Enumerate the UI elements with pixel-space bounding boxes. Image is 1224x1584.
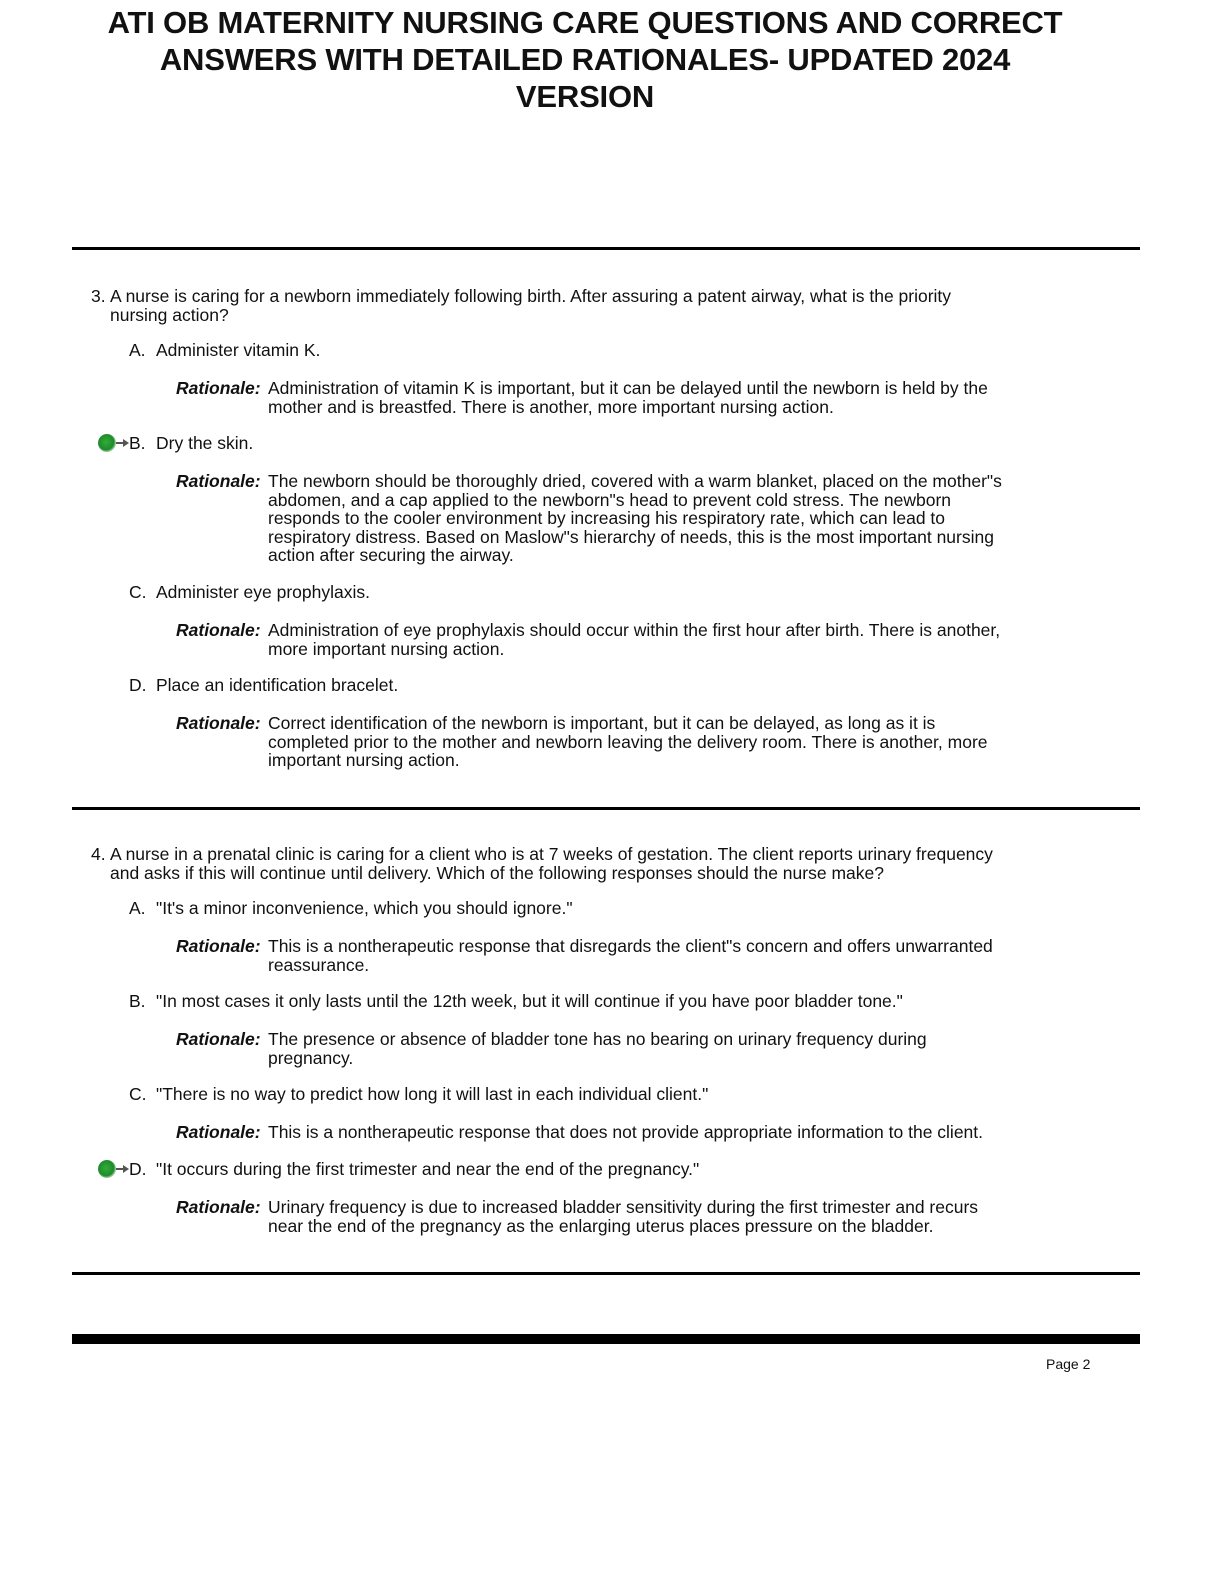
rationale-line: respiratory distress. Based on Maslow"s hierarchy of needs, this is the most important nursing [268, 526, 994, 547]
title-line: VERSION [515, 79, 655, 114]
option-text: "It's a minor inconvenience, which you should ignore." [156, 898, 573, 918]
rationale-label: Rationale: [176, 471, 261, 491]
rationale-line: abdomen, and a cap applied to the newborn"s head to prevent cold stress. The newborn [268, 489, 952, 510]
rationale [176, 471, 1056, 565]
rationale-line: completed prior to the mother and newborn leaving the delivery room. There is another, more [268, 731, 988, 752]
rationale-line: responds to the cooler environment by increasing his respiratory rate, which can lead to [268, 508, 946, 528]
option-letter: D. [129, 1159, 147, 1179]
option-text: "It occurs during the first trimester and near the end of the pregnancy." [156, 1159, 700, 1179]
question-stem [91, 845, 1051, 882]
rationale [176, 1123, 1056, 1142]
document-title [60, 4, 1110, 115]
answer-option-b[interactable] [129, 434, 1029, 453]
option-letter: D. [129, 675, 147, 695]
rationale-label: Rationale: [176, 713, 261, 733]
rationale-label: Rationale: [176, 620, 261, 640]
rationale-line: pregnancy. [268, 1047, 354, 1068]
rationale-label: Rationale: [176, 1197, 261, 1217]
rationale [176, 620, 1056, 659]
section-divider [72, 807, 1140, 810]
section-divider [72, 1272, 1140, 1275]
question-number: 4. [91, 844, 106, 864]
option-letter: A. [129, 898, 146, 918]
option-letter: B. [129, 433, 146, 453]
rationale-line: Urinary frequency is due to increased bladder sensitivity during the first trimester and recurs [268, 1197, 979, 1217]
rationale-line: This is a nontherapeutic response that disregards the client"s concern and offers unwarranted [268, 936, 993, 956]
rationale-label: Rationale: [176, 1029, 261, 1049]
rationale-line: important nursing action. [268, 750, 460, 770]
answer-option-d[interactable] [129, 676, 1029, 695]
section-divider [72, 247, 1140, 250]
correct-answer-icon [96, 432, 130, 454]
option-text: Dry the skin. [156, 433, 254, 453]
answer-option-c[interactable] [129, 583, 1029, 602]
rationale [176, 378, 1056, 417]
rationale [176, 1029, 1056, 1068]
option-text: "In most cases it only lasts until the 12th week, but it will continue if you have poor bladder tone." [156, 991, 903, 1011]
option-letter: C. [129, 1084, 147, 1104]
stem-line: nursing action? [110, 304, 229, 325]
option-text: Administer vitamin K. [156, 340, 321, 360]
rationale-line: The presence or absence of bladder tone has no bearing on urinary frequency during [268, 1029, 927, 1049]
rationale-line: action after securing the airway. [268, 545, 514, 565]
title-line: ATI OB MATERNITY NURSING CARE QUESTIONS AND CORRECT [107, 5, 1063, 40]
rationale-label: Rationale: [176, 1122, 261, 1142]
answer-option-c[interactable] [129, 1085, 1029, 1104]
rationale-line: Administration of eye prophylaxis should occur within the first hour after birth. There is another, [268, 620, 1001, 640]
stem-line: A nurse in a prenatal clinic is caring for a client who is at 7 weeks of gestation. The client reports urinary frequency [110, 844, 993, 864]
page-number: Page 2 [1046, 1356, 1091, 1372]
rationale [176, 936, 1056, 975]
answer-option-b[interactable] [129, 992, 1029, 1011]
footer-rule [72, 1334, 1140, 1344]
answer-option-a[interactable] [129, 899, 1029, 918]
title-line: ANSWERS WITH DETAILED RATIONALES- UPDATED 2024 [159, 42, 1011, 77]
rationale-line: Correct identification of the newborn is important, but it can be delayed, as long as it is [268, 713, 936, 733]
option-letter: B. [129, 991, 146, 1011]
rationale-line: Administration of vitamin K is important, but it can be delayed until the newborn is held by the [268, 378, 988, 398]
option-text: "There is no way to predict how long it will last in each individual client." [156, 1084, 709, 1104]
answer-option-a[interactable] [129, 341, 1029, 360]
option-text: Place an identification bracelet. [156, 675, 399, 695]
option-letter: C. [129, 582, 147, 602]
rationale-line: reassurance. [268, 954, 370, 975]
rationale-line: more important nursing action. [268, 638, 505, 659]
rationale-label: Rationale: [176, 378, 261, 398]
answer-option-d[interactable] [129, 1160, 1029, 1179]
option-text: Administer eye prophylaxis. [156, 582, 370, 602]
rationale-line: This is a nontherapeutic response that does not provide appropriate information to the client. [268, 1122, 984, 1142]
question-stem [91, 287, 1051, 324]
rationale [176, 713, 1056, 770]
rationale-line: The newborn should be thoroughly dried, covered with a warm blanket, placed on the mother"s [268, 471, 1002, 491]
stem-line: A nurse is caring for a newborn immediately following birth. After assuring a patent airway, what is the priority [110, 286, 952, 306]
question-number: 3. [91, 286, 106, 306]
rationale-line: mother and is breastfed. There is another, more important nursing action. [268, 396, 834, 417]
rationale [176, 1197, 1056, 1236]
rationale-label: Rationale: [176, 936, 261, 956]
rationale-line: near the end of the pregnancy as the enlarging uterus places pressure on the bladder. [268, 1215, 934, 1236]
correct-answer-icon [96, 1158, 130, 1180]
option-letter: A. [129, 340, 146, 360]
stem-line: and asks if this will continue until delivery. Which of the following responses should the nurse make? [110, 862, 884, 883]
